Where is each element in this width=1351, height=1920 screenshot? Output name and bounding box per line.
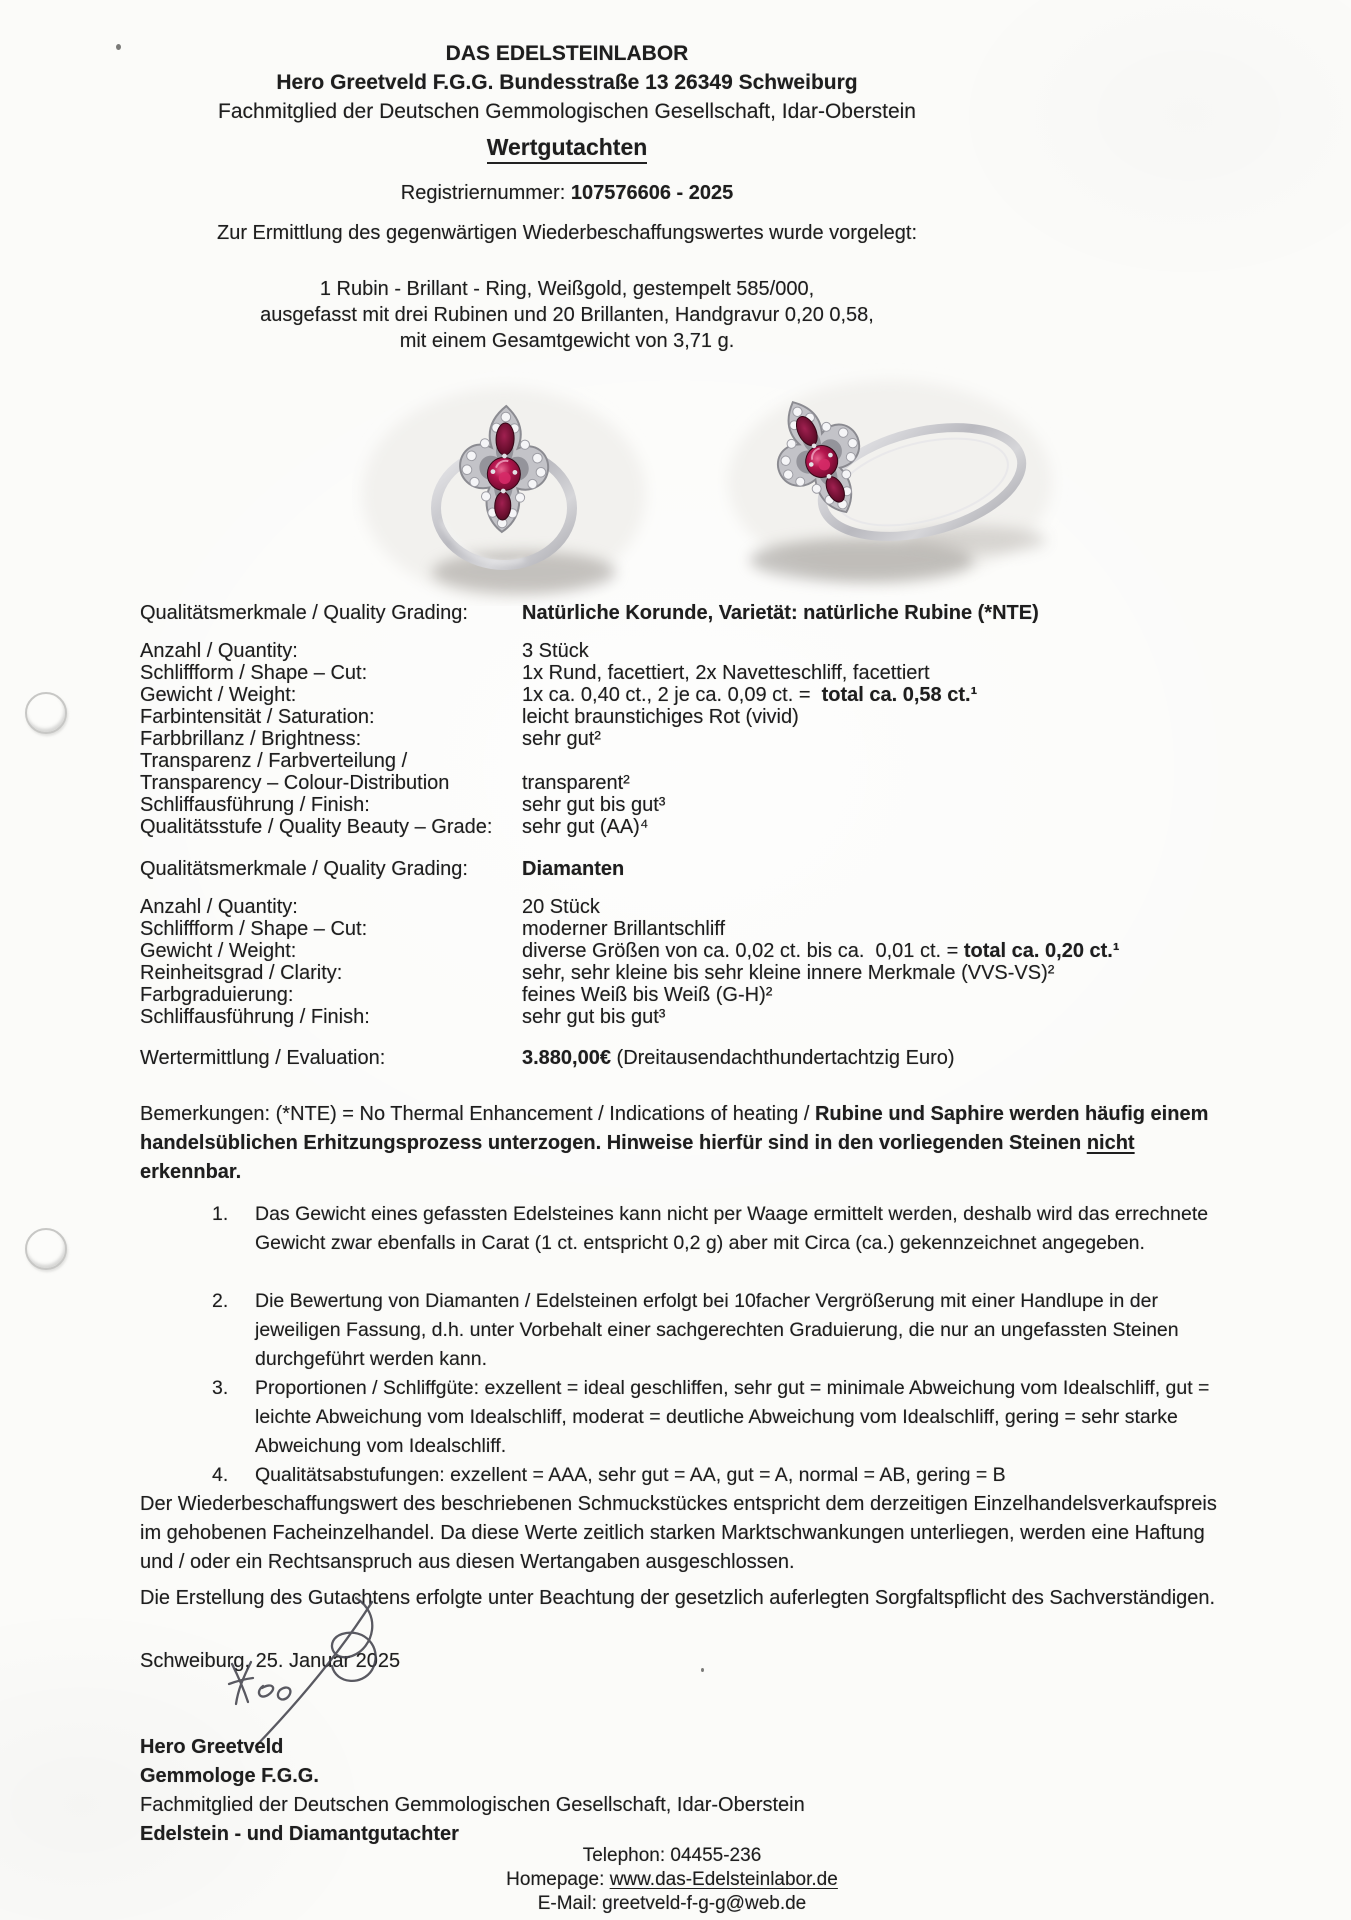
grading-row-quantity bbox=[140, 640, 1300, 662]
footer-homepage-url: www.das-Edelsteinlabor.de bbox=[609, 1869, 838, 1890]
footnote-4 bbox=[212, 1461, 1247, 1490]
grading-value-regular: 1x ca. 0,40 ct., 2 je ca. 0,09 ct. = bbox=[522, 684, 822, 706]
signature-scribble bbox=[222, 1594, 447, 1759]
footnote-2 bbox=[212, 1287, 1247, 1374]
grading-header-label: Qualitätsmerkmale / Quality Grading: bbox=[140, 602, 468, 624]
grading-label: Schliffausführung / Finish: bbox=[140, 794, 370, 816]
lab-address: Hero Greetveld F.G.G. Bundesstraße 13 26349 Schweiburg bbox=[276, 71, 858, 94]
grading-label: Farbintensität / Saturation: bbox=[140, 706, 375, 728]
grading-header-diamonds bbox=[140, 858, 1300, 880]
footer-telephone: Telephon: 04455-236 bbox=[582, 1845, 762, 1866]
signatory-title: Gemmologe F.G.G. bbox=[140, 1765, 319, 1787]
grading-label: Reinheitsgrad / Clarity: bbox=[140, 962, 343, 984]
grading-value: sehr, sehr kleine bis sehr kleine innere Merkmale (VVS-VS)² bbox=[522, 962, 1055, 984]
document-title-row bbox=[0, 134, 1134, 164]
footnote-number: 3. bbox=[212, 1377, 229, 1399]
scan-speck bbox=[701, 1668, 704, 1672]
grading-value: sehr gut bis gut³ bbox=[522, 794, 666, 816]
grading-label: Anzahl / Quantity: bbox=[140, 896, 298, 918]
valuation-amount-words: (Dreitausendachthundertachtzig Euro) bbox=[610, 1047, 955, 1069]
grading-row-shape bbox=[140, 918, 1300, 940]
purpose-line: Zur Ermittlung des gegenwärtigen Wiederbeschaffungswertes wurde vorgelegt: bbox=[217, 222, 917, 244]
grading-label: Transparency – Colour-Distribution bbox=[140, 772, 450, 794]
grading-label: Transparenz / Farbverteilung / bbox=[140, 750, 408, 772]
registration-number: 107576606 - 2025 bbox=[570, 182, 734, 204]
place-date-line: Schweiburg, 25. Januar 2025 bbox=[140, 1650, 401, 1672]
footnote-number: 4. bbox=[212, 1464, 229, 1486]
grading-label: Schliffform / Shape – Cut: bbox=[140, 918, 368, 940]
grading-row-quantity bbox=[140, 896, 1300, 918]
footer-contact-block bbox=[0, 1844, 1344, 1916]
lab-membership: Fachmitglied der Deutschen Gemmologischen Gesellschaft, Idar-Oberstein bbox=[218, 100, 916, 123]
footnote-text: Qualitätsabstufungen: exzellent = AAA, sehr gut = AA, gut = A, normal = AB, gering = B bbox=[255, 1464, 1006, 1486]
footer-email: E-Mail: greetveld-f-g-g@web.de bbox=[537, 1893, 807, 1914]
grading-row-grade bbox=[140, 816, 1300, 838]
signatory-role: Edelstein - und Diamantgutachter bbox=[140, 1823, 459, 1845]
footnote-text: Das Gewicht eines gefassten Edelsteines kann nicht per Waage ermittelt werden, deshalb wird das errechnete Gewicht zwar ebenfalls in Carat (1 ct. entspricht 0,2 g) aber mit Circa (ca.) gekennzeichnet angegeben. bbox=[255, 1203, 1209, 1254]
footnote-number: 2. bbox=[212, 1290, 229, 1312]
signatory-name: Hero Greetveld bbox=[140, 1736, 284, 1758]
signatory-membership: Fachmitglied der Deutschen Gemmologischen Gesellschaft, Idar-Oberstein bbox=[140, 1794, 805, 1816]
registration-row bbox=[0, 182, 1134, 205]
footer-homepage-label: Homepage: bbox=[506, 1869, 610, 1890]
closing-paragraph-1: Der Wiederbeschaffungswert des beschriebenen Schmuckstückes entspricht dem derzeitigen Einzelhandelsverkaufspreis im gehobenen Facheinzelhandel. Da diese Werte zeitlich starken Marktschwankungen unterliegen, werden eine Haftung und / oder ein Rechtsanspruch aus diesen Wertangaben ausgeschlossen. bbox=[140, 1493, 1217, 1573]
grading-row-finish bbox=[140, 1006, 1300, 1028]
grading-label: Farbgraduierung: bbox=[140, 984, 294, 1006]
ring-photo-front bbox=[352, 366, 664, 606]
item-description-line1: 1 Rubin - Brillant - Ring, Weißgold, gestempelt 585/000, bbox=[319, 278, 815, 300]
grading-row-clarity bbox=[140, 962, 1300, 984]
punch-hole-top bbox=[25, 692, 67, 734]
footnote-3 bbox=[212, 1374, 1247, 1461]
valuation-label: Wertermittlung / Evaluation: bbox=[140, 1047, 386, 1069]
grading-value: 3 Stück bbox=[522, 640, 589, 662]
grading-value: feines Weiß bis Weiß (G-H)² bbox=[522, 984, 773, 1006]
punch-hole-bottom bbox=[25, 1228, 67, 1270]
remarks-bold: Rubine und Saphire werden häufig einem handelsüblichen Erhitzungsprozess unterzogen. Hinweise hierfür sind in den vorliegenden Steinen bbox=[140, 1103, 1209, 1154]
grading-label: Gewicht / Weight: bbox=[140, 940, 297, 962]
valuation-row bbox=[140, 1047, 1300, 1069]
grading-row-shape bbox=[140, 662, 1300, 684]
valuation-value bbox=[522, 1047, 955, 1070]
footnote-1 bbox=[212, 1200, 1247, 1258]
item-description-line3: mit einem Gesamtgewicht von 3,71 g. bbox=[399, 330, 735, 352]
grading-value: 1x Rund, facettiert, 2x Navetteschliff, facettiert bbox=[522, 662, 930, 684]
grading-row-weight bbox=[140, 684, 1300, 706]
remarks-prefix: Bemerkungen: (*NTE) = No Thermal Enhancement / Indications of heating / bbox=[140, 1103, 815, 1125]
grading-value: sehr gut (AA)⁴ bbox=[522, 816, 649, 838]
grading-value: sehr gut bis gut³ bbox=[522, 1006, 666, 1028]
document-title: Wertgutachten bbox=[487, 134, 648, 164]
valuation-amount: 3.880,00€ bbox=[522, 1047, 611, 1069]
grading-label: Farbbrillanz / Brightness: bbox=[140, 728, 362, 750]
grading-row-transparency-label2 bbox=[140, 772, 1300, 794]
grading-label: Qualitätsstufe / Quality Beauty – Grade: bbox=[140, 816, 493, 838]
ring-photo-side bbox=[712, 362, 1072, 602]
grading-value: transparent² bbox=[522, 772, 630, 794]
grading-value: sehr gut² bbox=[522, 728, 601, 750]
grading-value bbox=[522, 940, 1120, 963]
grading-label: Gewicht / Weight: bbox=[140, 684, 297, 706]
grading-row-weight bbox=[140, 940, 1300, 962]
footnote-text: Proportionen / Schliffgüte: exzellent = ideal geschliffen, sehr gut = minimale Abweichung vom Idealschliff, gut = leichte Abweichung vom Idealschliff, moderat = deutliche Abweichung vom Idealschliff, gering = sehr starke Abweichung vom Idealschliff. bbox=[255, 1377, 1210, 1457]
grading-row-transparency-label1 bbox=[140, 750, 1300, 772]
closing-paragraph-2: Die Erstellung des Gutachtens erfolgte unter Beachtung der gesetzlich auferlegten Sorgfaltspflicht des Sachverständigen. bbox=[140, 1587, 1216, 1609]
grading-header-value: Natürliche Korunde, Varietät: natürliche Rubine (*NTE) bbox=[522, 602, 1039, 624]
footnote-number: 1. bbox=[212, 1203, 229, 1225]
item-description-line2: ausgefasst mit drei Rubinen und 20 Brillanten, Handgravur 0,20 0,58, bbox=[260, 304, 874, 326]
grading-value: 20 Stück bbox=[522, 896, 600, 918]
grading-label: Schliffausführung / Finish: bbox=[140, 1006, 370, 1028]
grading-row-colour bbox=[140, 984, 1300, 1006]
grading-header-label: Qualitätsmerkmale / Quality Grading: bbox=[140, 858, 468, 880]
lab-name: DAS EDELSTEINLABOR bbox=[445, 42, 689, 65]
grading-header-value: Diamanten bbox=[522, 858, 625, 880]
grading-value-bold: total ca. 0,20 ct.¹ bbox=[963, 940, 1120, 962]
registration-label: Registriernummer: bbox=[400, 182, 571, 204]
grading-label: Schliffform / Shape – Cut: bbox=[140, 662, 368, 684]
grading-header-rubies bbox=[140, 602, 1300, 624]
grading-value: leicht braunstichiges Rot (vivid) bbox=[522, 706, 799, 728]
grading-label: Anzahl / Quantity: bbox=[140, 640, 298, 662]
footnote-text: Die Bewertung von Diamanten / Edelsteinen erfolgt bei 10facher Vergrößerung mit einer Handlupe in der jeweiligen Fassung, d.h. unter Vorbehalt einer sachgerechten Graduierung, die nur an ungefassten Steinen durchgeführt werden kann. bbox=[255, 1290, 1179, 1370]
remarks-paragraph bbox=[140, 1100, 1235, 1187]
grading-value-bold: total ca. 0,58 ct.¹ bbox=[821, 684, 978, 706]
grading-row-saturation bbox=[140, 706, 1300, 728]
grading-row-brightness bbox=[140, 728, 1300, 750]
grading-row-finish bbox=[140, 794, 1300, 816]
remarks-bold-underlined: nicht bbox=[1086, 1132, 1135, 1154]
grading-value: moderner Brillantschliff bbox=[522, 918, 726, 940]
footer-homepage-line bbox=[0, 1868, 1344, 1892]
grading-value-regular: diverse Größen von ca. 0,02 ct. bis ca. 0,01 ct. = bbox=[522, 940, 964, 962]
grading-value bbox=[522, 684, 977, 707]
remarks-bold-tail: erkennbar. bbox=[140, 1161, 242, 1183]
